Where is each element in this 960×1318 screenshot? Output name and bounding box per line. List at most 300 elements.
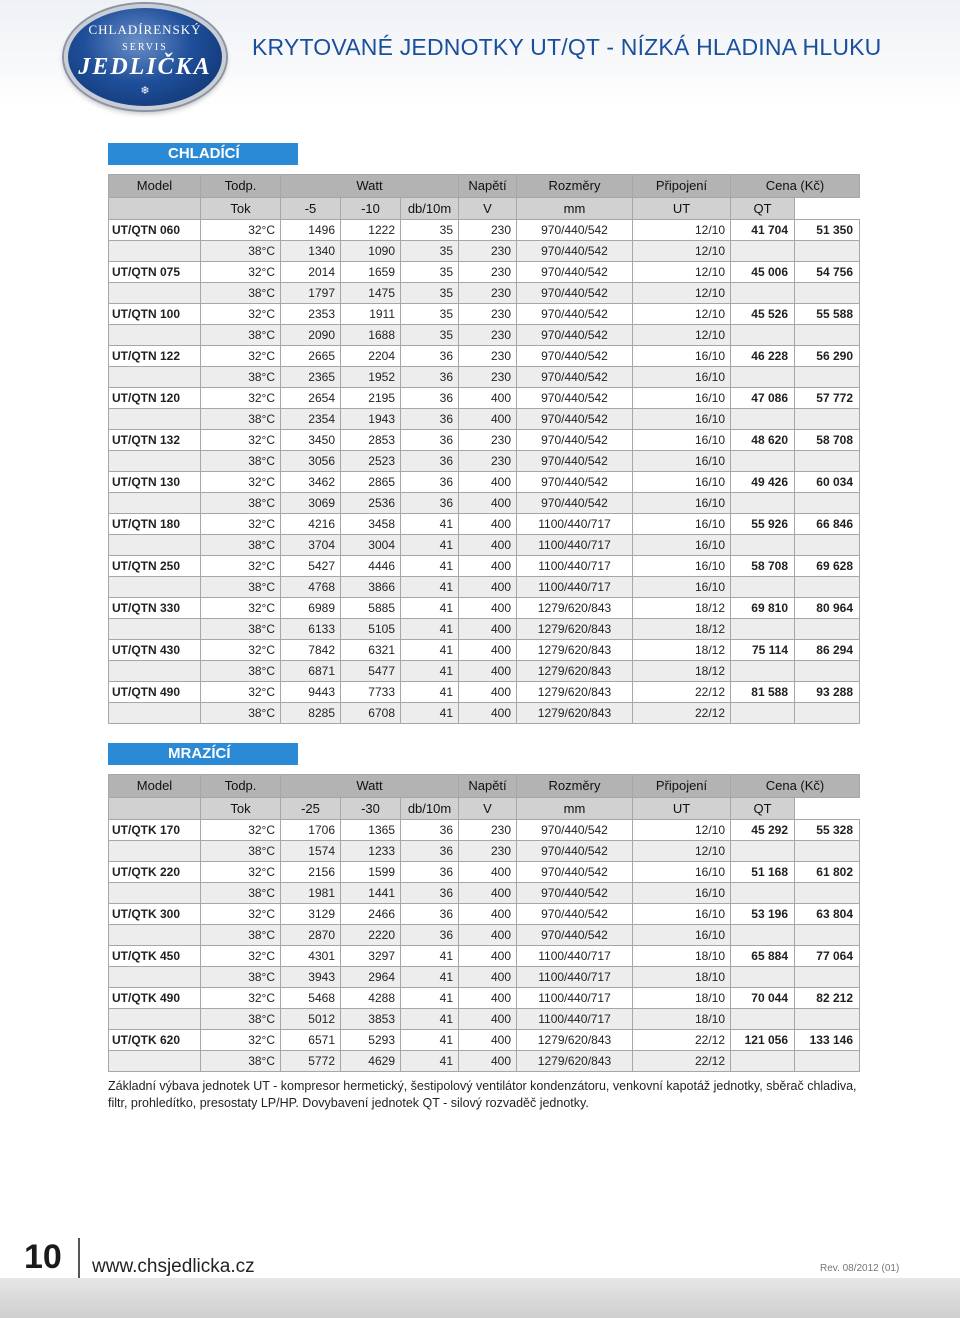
connection-cell: 12/10 xyxy=(633,262,731,283)
logo-mid-text: SERVIS xyxy=(122,42,168,53)
price-qt-cell xyxy=(795,703,860,724)
temp-cell: 32°C xyxy=(201,946,281,967)
column-header-watt: Watt xyxy=(281,175,459,198)
cooling-table xyxy=(108,174,860,724)
watt-cell: 1340 xyxy=(281,241,341,262)
voltage-cell: 400 xyxy=(459,925,517,946)
watt-cell: 1981 xyxy=(281,883,341,904)
column-header-cena: Cena (Kč) xyxy=(731,775,860,798)
voltage-cell: 400 xyxy=(459,556,517,577)
watt-cell: 1365 xyxy=(341,820,401,841)
watt-cell: 5477 xyxy=(341,661,401,682)
price-qt-cell: 82 212 xyxy=(795,988,860,1009)
watt-cell: 6989 xyxy=(281,598,341,619)
connection-cell: 18/12 xyxy=(633,619,731,640)
voltage-cell: 400 xyxy=(459,703,517,724)
watt-cell: 4301 xyxy=(281,946,341,967)
watt-cell: 2365 xyxy=(281,367,341,388)
watt-cell: 1706 xyxy=(281,820,341,841)
price-ut-cell xyxy=(731,493,795,514)
table-row xyxy=(109,988,860,1009)
model-cell xyxy=(109,661,201,682)
table-row xyxy=(109,535,860,556)
voltage-cell: 400 xyxy=(459,883,517,904)
dimensions-cell: 970/440/542 xyxy=(517,346,633,367)
watt-cell: 2536 xyxy=(341,493,401,514)
table-row xyxy=(109,325,860,346)
model-cell xyxy=(109,283,201,304)
price-qt-cell: 80 964 xyxy=(795,598,860,619)
column-header-watt: Watt xyxy=(281,775,459,798)
voltage-cell: 400 xyxy=(459,682,517,703)
column-header-todp: Todp. xyxy=(201,775,281,798)
column-subheader: Tok xyxy=(201,798,281,820)
noise-cell: 36 xyxy=(401,820,459,841)
dimensions-cell: 970/440/542 xyxy=(517,262,633,283)
table-row xyxy=(109,472,860,493)
model-cell: UT/QTK 450 xyxy=(109,946,201,967)
temp-cell: 38°C xyxy=(201,841,281,862)
price-qt-cell: 60 034 xyxy=(795,472,860,493)
connection-cell: 16/10 xyxy=(633,556,731,577)
connection-cell: 12/10 xyxy=(633,820,731,841)
watt-cell: 1222 xyxy=(341,220,401,241)
watt-cell: 6571 xyxy=(281,1030,341,1051)
temp-cell: 38°C xyxy=(201,367,281,388)
column-subheader: V xyxy=(459,798,517,820)
table-row xyxy=(109,619,860,640)
temp-cell: 32°C xyxy=(201,820,281,841)
price-ut-cell xyxy=(731,703,795,724)
noise-cell: 36 xyxy=(401,925,459,946)
noise-cell: 36 xyxy=(401,388,459,409)
price-qt-cell: 86 294 xyxy=(795,640,860,661)
watt-cell: 2220 xyxy=(341,925,401,946)
price-ut-cell xyxy=(731,661,795,682)
watt-cell: 2964 xyxy=(341,967,401,988)
temp-cell: 32°C xyxy=(201,262,281,283)
table-row xyxy=(109,262,860,283)
table-row xyxy=(109,682,860,703)
column-subheader: -10 xyxy=(341,198,401,220)
connection-cell: 22/12 xyxy=(633,682,731,703)
model-cell: UT/QTN 130 xyxy=(109,472,201,493)
voltage-cell: 400 xyxy=(459,1030,517,1051)
temp-cell: 32°C xyxy=(201,514,281,535)
table-row xyxy=(109,925,860,946)
model-cell: UT/QTN 132 xyxy=(109,430,201,451)
column-subheader: UT xyxy=(633,798,731,820)
noise-cell: 41 xyxy=(401,577,459,598)
table-row xyxy=(109,430,860,451)
noise-cell: 41 xyxy=(401,661,459,682)
watt-cell: 1797 xyxy=(281,283,341,304)
website-link[interactable]: www.chsjedlicka.cz xyxy=(92,1256,255,1277)
noise-cell: 41 xyxy=(401,1051,459,1072)
price-qt-cell: 55 328 xyxy=(795,820,860,841)
table-row xyxy=(109,367,860,388)
model-cell xyxy=(109,619,201,640)
model-cell xyxy=(109,409,201,430)
watt-cell: 2654 xyxy=(281,388,341,409)
watt-cell: 1233 xyxy=(341,841,401,862)
footer-bar xyxy=(0,1278,960,1318)
dimensions-cell: 970/440/542 xyxy=(517,325,633,346)
price-qt-cell xyxy=(795,925,860,946)
page-number: 10 xyxy=(24,1238,62,1276)
voltage-cell: 230 xyxy=(459,262,517,283)
connection-cell: 16/10 xyxy=(633,925,731,946)
dimensions-cell: 1279/620/843 xyxy=(517,703,633,724)
price-qt-cell: 56 290 xyxy=(795,346,860,367)
voltage-cell: 230 xyxy=(459,451,517,472)
price-ut-cell: 70 044 xyxy=(731,988,795,1009)
watt-cell: 4768 xyxy=(281,577,341,598)
table-row xyxy=(109,904,860,925)
model-cell xyxy=(109,325,201,346)
watt-cell: 2354 xyxy=(281,409,341,430)
noise-cell: 36 xyxy=(401,841,459,862)
noise-cell: 36 xyxy=(401,862,459,883)
price-qt-cell xyxy=(795,409,860,430)
price-ut-cell: 65 884 xyxy=(731,946,795,967)
watt-cell: 1943 xyxy=(341,409,401,430)
price-ut-cell: 58 708 xyxy=(731,556,795,577)
voltage-cell: 400 xyxy=(459,1009,517,1030)
temp-cell: 32°C xyxy=(201,346,281,367)
model-cell: UT/QTK 490 xyxy=(109,988,201,1009)
snowflake-icon: ❄ xyxy=(140,85,150,97)
watt-cell: 5012 xyxy=(281,1009,341,1030)
voltage-cell: 230 xyxy=(459,820,517,841)
temp-cell: 32°C xyxy=(201,862,281,883)
price-qt-cell: 69 628 xyxy=(795,556,860,577)
column-subheader: -25 xyxy=(281,798,341,820)
price-ut-cell xyxy=(731,283,795,304)
model-cell: UT/QTN 490 xyxy=(109,682,201,703)
dimensions-cell: 1100/440/717 xyxy=(517,577,633,598)
price-ut-cell xyxy=(731,925,795,946)
connection-cell: 16/10 xyxy=(633,346,731,367)
watt-cell: 3866 xyxy=(341,577,401,598)
voltage-cell: 400 xyxy=(459,967,517,988)
dimensions-cell: 970/440/542 xyxy=(517,493,633,514)
column-subheader: QT xyxy=(731,798,795,820)
dimensions-cell: 1279/620/843 xyxy=(517,619,633,640)
dimensions-cell: 1100/440/717 xyxy=(517,556,633,577)
watt-cell: 4216 xyxy=(281,514,341,535)
watt-cell: 4288 xyxy=(341,988,401,1009)
price-ut-cell xyxy=(731,241,795,262)
watt-cell: 6871 xyxy=(281,661,341,682)
voltage-cell: 230 xyxy=(459,841,517,862)
dimensions-cell: 1100/440/717 xyxy=(517,535,633,556)
price-ut-cell: 41 704 xyxy=(731,220,795,241)
table-row xyxy=(109,346,860,367)
watt-cell: 1574 xyxy=(281,841,341,862)
column-header-pripojeni: Připojení xyxy=(633,175,731,198)
section-label-freezing: MRAZÍCÍ xyxy=(108,743,298,765)
watt-cell: 6321 xyxy=(341,640,401,661)
model-cell: UT/QTK 620 xyxy=(109,1030,201,1051)
dimensions-cell: 970/440/542 xyxy=(517,841,633,862)
temp-cell: 38°C xyxy=(201,619,281,640)
temp-cell: 38°C xyxy=(201,703,281,724)
price-qt-cell xyxy=(795,619,860,640)
connection-cell: 18/10 xyxy=(633,988,731,1009)
noise-cell: 36 xyxy=(401,409,459,430)
watt-cell: 3853 xyxy=(341,1009,401,1030)
connection-cell: 12/10 xyxy=(633,304,731,325)
model-cell: UT/QTN 120 xyxy=(109,388,201,409)
connection-cell: 12/10 xyxy=(633,241,731,262)
temp-cell: 38°C xyxy=(201,451,281,472)
revision-label: Rev. 08/2012 (01) xyxy=(820,1263,900,1274)
connection-cell: 16/10 xyxy=(633,904,731,925)
model-cell xyxy=(109,535,201,556)
temp-cell: 38°C xyxy=(201,535,281,556)
voltage-cell: 400 xyxy=(459,1051,517,1072)
price-qt-cell xyxy=(795,883,860,904)
price-qt-cell xyxy=(795,493,860,514)
noise-cell: 36 xyxy=(401,883,459,904)
temp-cell: 32°C xyxy=(201,1030,281,1051)
model-cell xyxy=(109,493,201,514)
watt-cell: 1599 xyxy=(341,862,401,883)
noise-cell: 41 xyxy=(401,619,459,640)
noise-cell: 41 xyxy=(401,946,459,967)
price-qt-cell xyxy=(795,1009,860,1030)
dimensions-cell: 970/440/542 xyxy=(517,820,633,841)
subheader-blank xyxy=(109,198,201,220)
voltage-cell: 230 xyxy=(459,325,517,346)
price-qt-cell xyxy=(795,661,860,682)
price-qt-cell xyxy=(795,325,860,346)
column-subheader: QT xyxy=(731,198,795,220)
price-ut-cell: 49 426 xyxy=(731,472,795,493)
section-label-cooling: CHLADÍCÍ xyxy=(108,143,298,165)
temp-cell: 38°C xyxy=(201,1051,281,1072)
dimensions-cell: 970/440/542 xyxy=(517,883,633,904)
table-row xyxy=(109,283,860,304)
connection-cell: 18/10 xyxy=(633,1009,731,1030)
column-header-todp: Todp. xyxy=(201,175,281,198)
watt-cell: 2353 xyxy=(281,304,341,325)
column-subheader: V xyxy=(459,198,517,220)
subheader-blank xyxy=(109,798,201,820)
price-qt-cell: 57 772 xyxy=(795,388,860,409)
noise-cell: 36 xyxy=(401,430,459,451)
table-row xyxy=(109,1030,860,1051)
temp-cell: 38°C xyxy=(201,241,281,262)
temp-cell: 38°C xyxy=(201,493,281,514)
price-qt-cell xyxy=(795,535,860,556)
watt-cell: 1496 xyxy=(281,220,341,241)
table-row xyxy=(109,661,860,682)
model-cell: UT/QTN 075 xyxy=(109,262,201,283)
company-logo xyxy=(64,4,226,110)
table-row xyxy=(109,577,860,598)
noise-cell: 41 xyxy=(401,535,459,556)
connection-cell: 16/10 xyxy=(633,430,731,451)
watt-cell: 1952 xyxy=(341,367,401,388)
connection-cell: 18/12 xyxy=(633,640,731,661)
voltage-cell: 230 xyxy=(459,220,517,241)
watt-cell: 2204 xyxy=(341,346,401,367)
voltage-cell: 400 xyxy=(459,619,517,640)
connection-cell: 22/12 xyxy=(633,1030,731,1051)
voltage-cell: 400 xyxy=(459,904,517,925)
watt-cell: 3056 xyxy=(281,451,341,472)
dimensions-cell: 1100/440/717 xyxy=(517,946,633,967)
watt-cell: 5772 xyxy=(281,1051,341,1072)
watt-cell: 5293 xyxy=(341,1030,401,1051)
connection-cell: 16/10 xyxy=(633,472,731,493)
watt-cell: 9443 xyxy=(281,682,341,703)
dimensions-cell: 970/440/542 xyxy=(517,904,633,925)
dimensions-cell: 1279/620/843 xyxy=(517,682,633,703)
model-cell xyxy=(109,925,201,946)
temp-cell: 32°C xyxy=(201,472,281,493)
connection-cell: 18/12 xyxy=(633,661,731,682)
price-ut-cell xyxy=(731,1051,795,1072)
price-qt-cell xyxy=(795,1051,860,1072)
dimensions-cell: 970/440/542 xyxy=(517,241,633,262)
price-qt-cell: 54 756 xyxy=(795,262,860,283)
watt-cell: 3450 xyxy=(281,430,341,451)
temp-cell: 32°C xyxy=(201,988,281,1009)
noise-cell: 41 xyxy=(401,1009,459,1030)
temp-cell: 38°C xyxy=(201,409,281,430)
watt-cell: 3069 xyxy=(281,493,341,514)
watt-cell: 2156 xyxy=(281,862,341,883)
dimensions-cell: 1100/440/717 xyxy=(517,967,633,988)
voltage-cell: 400 xyxy=(459,472,517,493)
price-qt-cell: 66 846 xyxy=(795,514,860,535)
table-row xyxy=(109,304,860,325)
voltage-cell: 400 xyxy=(459,514,517,535)
connection-cell: 16/10 xyxy=(633,409,731,430)
price-ut-cell: 75 114 xyxy=(731,640,795,661)
dimensions-cell: 970/440/542 xyxy=(517,367,633,388)
column-subheader: db/10m xyxy=(401,198,459,220)
price-ut-cell: 45 006 xyxy=(731,262,795,283)
price-qt-cell: 77 064 xyxy=(795,946,860,967)
column-header-model: Model xyxy=(109,775,201,798)
column-header-rozmery: Rozměry xyxy=(517,775,633,798)
watt-cell: 3129 xyxy=(281,904,341,925)
noise-cell: 41 xyxy=(401,514,459,535)
watt-cell: 1911 xyxy=(341,304,401,325)
noise-cell: 36 xyxy=(401,493,459,514)
model-cell: UT/QTK 170 xyxy=(109,820,201,841)
column-subheader: -30 xyxy=(341,798,401,820)
table-header-row xyxy=(109,775,860,798)
price-ut-cell: 51 168 xyxy=(731,862,795,883)
price-qt-cell: 61 802 xyxy=(795,862,860,883)
dimensions-cell: 1279/620/843 xyxy=(517,1030,633,1051)
model-cell: UT/QTK 300 xyxy=(109,904,201,925)
voltage-cell: 400 xyxy=(459,988,517,1009)
price-ut-cell xyxy=(731,367,795,388)
voltage-cell: 400 xyxy=(459,493,517,514)
noise-cell: 35 xyxy=(401,262,459,283)
price-ut-cell xyxy=(731,577,795,598)
column-header-cena: Cena (Kč) xyxy=(731,175,860,198)
temp-cell: 32°C xyxy=(201,598,281,619)
watt-cell: 2466 xyxy=(341,904,401,925)
connection-cell: 16/10 xyxy=(633,451,731,472)
model-cell xyxy=(109,577,201,598)
table-row xyxy=(109,703,860,724)
model-cell xyxy=(109,703,201,724)
model-cell: UT/QTN 122 xyxy=(109,346,201,367)
dimensions-cell: 970/440/542 xyxy=(517,451,633,472)
table-row xyxy=(109,820,860,841)
watt-cell: 2665 xyxy=(281,346,341,367)
dimensions-cell: 1279/620/843 xyxy=(517,640,633,661)
model-cell xyxy=(109,1051,201,1072)
voltage-cell: 230 xyxy=(459,367,517,388)
table-row xyxy=(109,451,860,472)
price-ut-cell: 121 056 xyxy=(731,1030,795,1051)
noise-cell: 41 xyxy=(401,967,459,988)
price-ut-cell: 81 588 xyxy=(731,682,795,703)
watt-cell: 1090 xyxy=(341,241,401,262)
temp-cell: 32°C xyxy=(201,640,281,661)
watt-cell: 3458 xyxy=(341,514,401,535)
model-cell: UT/QTN 330 xyxy=(109,598,201,619)
voltage-cell: 400 xyxy=(459,862,517,883)
model-cell: UT/QTN 250 xyxy=(109,556,201,577)
table-row xyxy=(109,967,860,988)
noise-cell: 41 xyxy=(401,1030,459,1051)
table-row xyxy=(109,1009,860,1030)
price-ut-cell xyxy=(731,841,795,862)
price-ut-cell: 46 228 xyxy=(731,346,795,367)
table-row xyxy=(109,841,860,862)
temp-cell: 38°C xyxy=(201,883,281,904)
connection-cell: 16/10 xyxy=(633,367,731,388)
price-ut-cell xyxy=(731,619,795,640)
noise-cell: 35 xyxy=(401,220,459,241)
column-header-model: Model xyxy=(109,175,201,198)
footer-divider xyxy=(78,1238,80,1278)
price-qt-cell xyxy=(795,577,860,598)
price-ut-cell xyxy=(731,451,795,472)
price-qt-cell xyxy=(795,967,860,988)
voltage-cell: 230 xyxy=(459,241,517,262)
connection-cell: 16/10 xyxy=(633,535,731,556)
model-cell: UT/QTN 060 xyxy=(109,220,201,241)
watt-cell: 2853 xyxy=(341,430,401,451)
model-cell xyxy=(109,1009,201,1030)
temp-cell: 38°C xyxy=(201,325,281,346)
connection-cell: 18/10 xyxy=(633,967,731,988)
logo-main-text: JEDLIČKA xyxy=(78,54,212,80)
temp-cell: 38°C xyxy=(201,283,281,304)
voltage-cell: 230 xyxy=(459,304,517,325)
noise-cell: 36 xyxy=(401,904,459,925)
table-row xyxy=(109,493,860,514)
voltage-cell: 400 xyxy=(459,946,517,967)
price-ut-cell: 55 926 xyxy=(731,514,795,535)
page-header xyxy=(0,0,960,108)
voltage-cell: 400 xyxy=(459,640,517,661)
price-ut-cell xyxy=(731,883,795,904)
table-header-row xyxy=(109,175,860,198)
price-ut-cell: 53 196 xyxy=(731,904,795,925)
